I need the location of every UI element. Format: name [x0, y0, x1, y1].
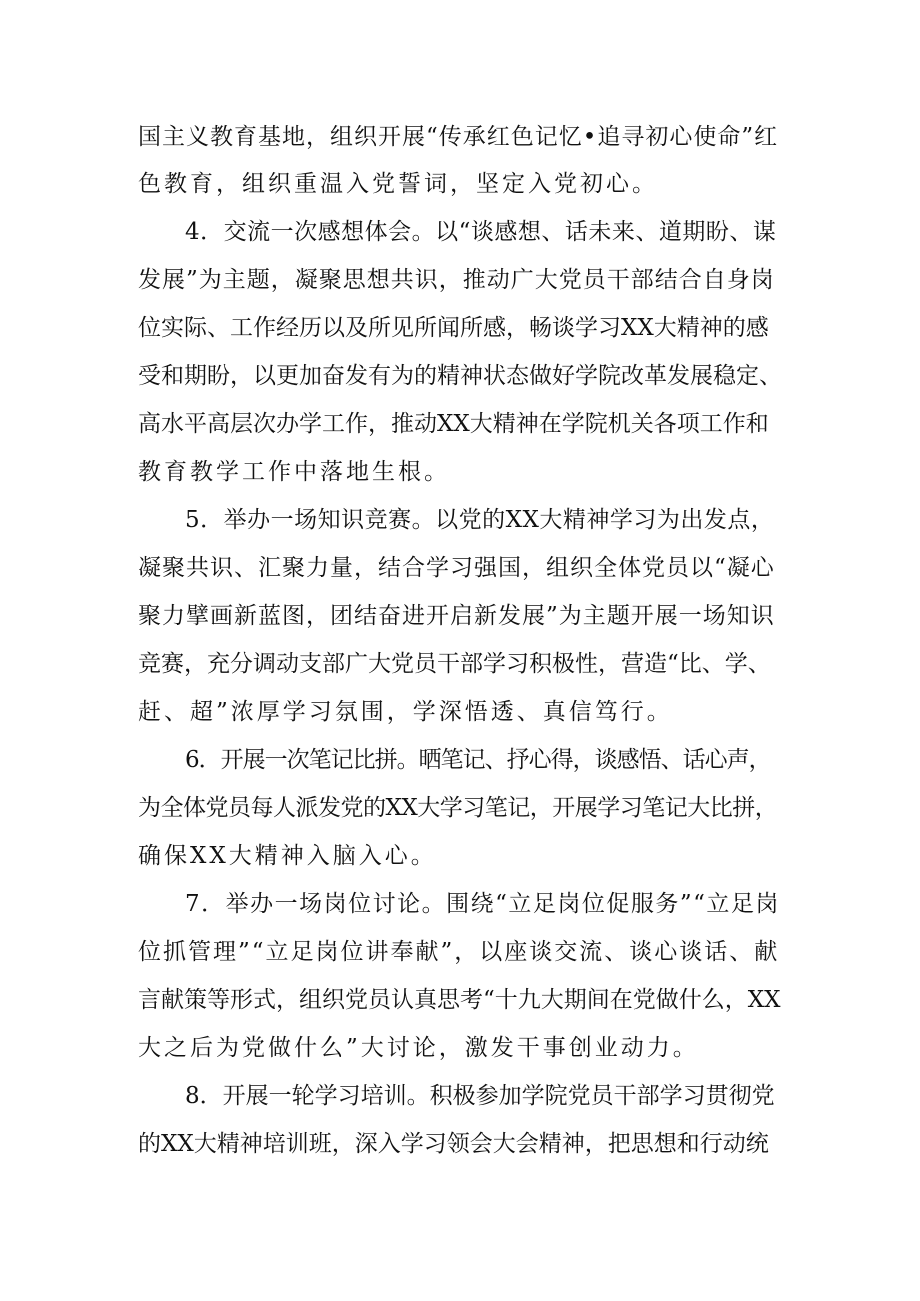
text-line: [0, 928, 920, 976]
line-text: 大之后为党做什么”大讨论，激发干事创业动力。: [138, 1035, 699, 1061]
text-line: [0, 160, 920, 208]
line-text: 教育教学工作中落地生根。: [138, 459, 450, 485]
line-text: 赶、超”浓厚学习氛围，学深悟透、真信笃行。: [138, 699, 673, 725]
line-text: 色教育，组织重温入党誓词，坚定入党初心。: [138, 171, 658, 197]
text-line: [0, 544, 920, 592]
paragraph-4-first-line: [0, 208, 920, 256]
line-text: 竞赛，充分调动支部广大党员干部学习积极性，营造“比、学、: [138, 651, 771, 677]
line-text: 6．开展一次笔记比拼。晒笔记、抒心得，谈感悟、话心声，: [185, 747, 771, 773]
text-line: [0, 1024, 920, 1072]
line-text: 的XX大精神培训班，深入学习领会大会精神，把思想和行动统: [138, 1131, 769, 1157]
text-line: [0, 113, 920, 161]
text-line: [0, 976, 920, 1024]
text-line: [0, 640, 920, 688]
text-line: [0, 352, 920, 400]
line-text: 聚力擘画新蓝图，团结奋进开启新发展”为主题开展一场知识: [138, 603, 775, 629]
line-text: 为全体党员每人派发党的XX大学习笔记，开展学习笔记大比拼，: [138, 795, 778, 821]
text-line: [0, 688, 920, 736]
line-text: 确保XX大精神入脑入心。: [138, 843, 437, 869]
paragraph-6-first-line: [0, 736, 920, 784]
text-line: [0, 1120, 920, 1168]
line-text: 位实际、工作经历以及所见所闻所感，畅谈学习XX大精神的感: [138, 315, 769, 341]
line-text: 8．开展一轮学习培训。积极参加学院党员干部学习贯彻党: [185, 1083, 775, 1109]
line-text: 言献策等形式，组织党员认真思考“十九大期间在党做什么，XX: [138, 987, 781, 1013]
paragraph-8-first-line: [0, 1072, 920, 1120]
text-line: [0, 400, 920, 448]
line-text: 高水平高层次办学工作，推动XX大精神在学院机关各项工作和: [138, 411, 769, 437]
line-text: 凝聚共识、汇聚力量，结合学习强国，组织全体党员以“凝心: [138, 555, 775, 581]
paragraph-7-first-line: [0, 880, 920, 928]
line-text: 位抓管理”“立足岗位讲奉献”，以座谈交流、谈心谈话、献: [138, 939, 780, 965]
paragraph-5-first-line: [0, 496, 920, 544]
line-text: 5．举办一场知识竞赛。以党的XX大精神学习为出发点，: [185, 507, 775, 533]
line-text: 发展”为主题，凝聚思想共识，推动广大党员干部结合自身岗: [138, 267, 775, 293]
text-line: [0, 832, 920, 880]
line-text: 国主义教育基地，组织开展“传承红色记忆•追寻初心使命”红: [138, 124, 779, 150]
line-text: 7．举办一场岗位讨论。围绕“立足岗位促服务”“立足岗: [185, 891, 780, 917]
text-line: [0, 592, 920, 640]
text-line: [0, 448, 920, 496]
text-line: [0, 784, 920, 832]
line-text: 受和期盼，以更加奋发有为的精神状态做好学院改革发展稳定、: [138, 363, 782, 389]
line-text: 4．交流一次感想体会。以“谈感想、话未来、道期盼、谋: [185, 219, 777, 245]
text-line: [0, 256, 920, 304]
text-line: [0, 304, 920, 352]
